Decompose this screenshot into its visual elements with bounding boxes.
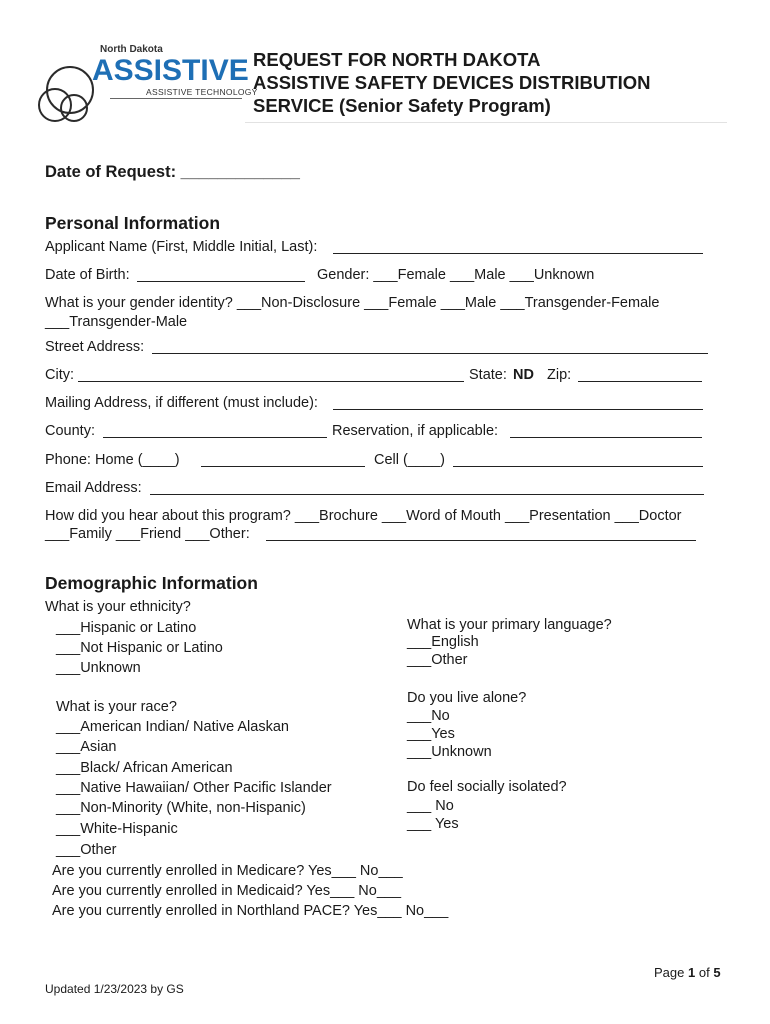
logo-state-text: North Dakota xyxy=(100,44,163,55)
medicaid-question[interactable]: Are you currently enrolled in Medicaid? Yes___ No___ xyxy=(52,883,402,899)
logo xyxy=(38,44,258,124)
demographic-info-heading: Demographic Information xyxy=(45,573,258,593)
pace-question[interactable]: Are you currently enrolled in Northland PACE? Yes___ No___ xyxy=(52,903,449,919)
state-label: State: xyxy=(469,367,507,383)
county-field[interactable] xyxy=(103,437,327,438)
ethnicity-option[interactable]: ___Unknown xyxy=(56,660,141,676)
race-option[interactable]: ___Black/ African American xyxy=(56,760,233,776)
title-line-3: SERVICE (Senior Safety Program) xyxy=(253,95,551,116)
hear-about-options[interactable]: How did you hear about this program? ___Brochure ___Word of Mouth ___Presentation ___Doctor xyxy=(45,508,682,524)
hear-other-field[interactable] xyxy=(266,540,696,541)
county-label: County: xyxy=(45,423,95,439)
hear-about-options-cont[interactable]: ___Family ___Friend ___Other: xyxy=(45,526,250,542)
gender-options[interactable]: Gender: ___Female ___Male ___Unknown xyxy=(317,267,595,283)
email-label: Email Address: xyxy=(45,480,142,496)
logo-ring-small-right xyxy=(60,94,88,122)
cell-label: Cell (____) xyxy=(374,452,445,468)
state-value-text: ND xyxy=(513,367,534,383)
title-line-1: REQUEST FOR NORTH DAKOTA xyxy=(253,49,541,70)
personal-info-heading: Personal Information xyxy=(45,213,221,233)
logo-wordmark-text: ASSISTIVE xyxy=(92,54,249,87)
live-alone-option[interactable]: ___Yes xyxy=(407,726,455,742)
mailing-address-label: Mailing Address, if different (must include): xyxy=(45,395,318,411)
title-line-2: ASSISTIVE SAFETY DEVICES DISTRIBUTION xyxy=(253,72,651,93)
race-question: What is your race? xyxy=(56,699,177,715)
dob-label: Date of Birth: xyxy=(45,267,130,283)
page-number xyxy=(654,965,721,980)
title-divider xyxy=(245,122,727,123)
race-option[interactable]: ___Native Hawaiian/ Other Pacific Islander xyxy=(56,780,332,796)
email-field[interactable] xyxy=(150,494,704,495)
ethnicity-option[interactable]: ___Hispanic or Latino xyxy=(56,620,197,636)
live-alone-question: Do you live alone? xyxy=(407,690,527,706)
ethnicity-option[interactable]: ___Not Hispanic or Latino xyxy=(56,640,223,656)
race-option[interactable]: ___White-Hispanic xyxy=(56,821,178,837)
gender-identity-options-cont[interactable]: ___Transgender-Male xyxy=(45,314,188,330)
city-field[interactable] xyxy=(78,381,464,382)
street-address-field[interactable] xyxy=(152,353,708,354)
isolated-question: Do feel socially isolated? xyxy=(407,779,567,795)
dob-field[interactable] xyxy=(137,281,305,282)
cell-field[interactable] xyxy=(453,466,703,467)
live-alone-option[interactable]: ___Unknown xyxy=(407,744,492,760)
race-option[interactable]: ___American Indian/ Native Alaskan xyxy=(56,719,289,735)
race-option[interactable]: ___Non-Minority (White, non-Hispanic) xyxy=(56,800,306,816)
logo-subtitle: ASSISTIVE TECHNOLOGY xyxy=(146,87,258,97)
race-option[interactable]: ___Asian xyxy=(56,739,117,755)
isolated-option[interactable]: ___ No xyxy=(407,798,454,814)
language-option[interactable]: ___English xyxy=(407,634,479,650)
phone-home-label: Phone: Home (____) xyxy=(45,452,180,468)
logo-wordmark xyxy=(92,54,249,88)
language-question: What is your primary language? xyxy=(407,617,612,633)
gender-identity-options[interactable]: What is your gender identity? ___Non-Disclosure ___Female ___Male ___Transgender-Female xyxy=(45,295,660,311)
phone-home-field[interactable] xyxy=(201,466,365,467)
reservation-field[interactable] xyxy=(510,437,702,438)
street-address-label: Street Address: xyxy=(45,339,145,355)
updated-note: Updated 1/23/2023 by GS xyxy=(45,982,184,996)
page-current: 1 xyxy=(688,965,696,980)
state-value xyxy=(513,366,534,384)
date-of-request[interactable]: Date of Request: _____________ xyxy=(45,163,300,181)
applicant-name-field[interactable] xyxy=(333,253,703,254)
reservation-label: Reservation, if applicable: xyxy=(332,423,499,439)
zip-label: Zip: xyxy=(547,367,572,383)
language-option[interactable]: ___Other xyxy=(407,652,468,668)
page-of-label: of xyxy=(698,965,710,980)
page-label: Page xyxy=(654,965,685,980)
medicare-question[interactable]: Are you currently enrolled in Medicare? Yes___ No___ xyxy=(52,863,403,879)
live-alone-option[interactable]: ___No xyxy=(407,708,450,724)
zip-field[interactable] xyxy=(578,381,702,382)
applicant-name-label: Applicant Name (First, Middle Initial, Last): xyxy=(45,239,318,255)
page-total: 5 xyxy=(713,965,721,980)
city-label: City: xyxy=(45,367,74,383)
isolated-option[interactable]: ___ Yes xyxy=(407,816,459,832)
race-option[interactable]: ___Other xyxy=(56,842,117,858)
mailing-address-field[interactable] xyxy=(333,409,703,410)
ethnicity-question: What is your ethnicity? xyxy=(45,599,191,615)
logo-divider xyxy=(110,98,242,99)
